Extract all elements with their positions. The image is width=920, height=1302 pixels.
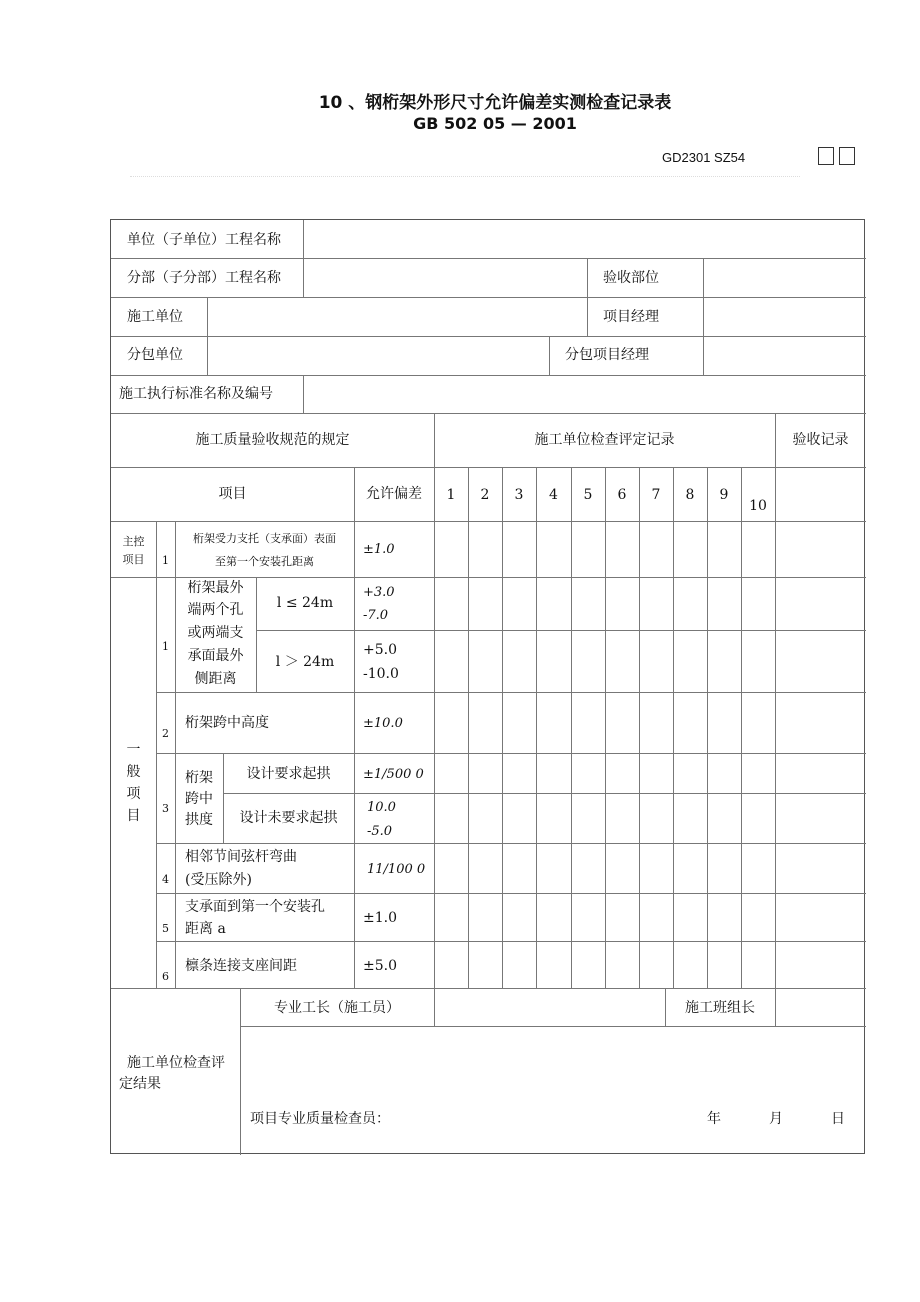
item3-cond-b: 设计未要求起拱 xyxy=(239,810,338,826)
col-number: 1 xyxy=(446,487,456,503)
item1-desc: 承面最外 xyxy=(187,648,244,664)
general-label: 一 xyxy=(126,742,141,758)
item1-cond-b: l ＞ 24m xyxy=(275,654,335,670)
day-label: 日 xyxy=(831,1111,845,1127)
item1-desc: 或两端支 xyxy=(187,625,244,641)
item1-desc: 桁架最外 xyxy=(187,580,244,596)
divider xyxy=(130,176,800,191)
construction-unit-label: 施工单位 xyxy=(127,309,183,325)
inspector-label: 项目专业质量检查员： xyxy=(250,1111,390,1127)
item5-tol: ±1.0 xyxy=(363,910,397,926)
result-label: 定结果 xyxy=(119,1076,161,1092)
acceptance-part-label: 验收部位 xyxy=(603,270,659,286)
spec-header: 施工质量验收规范的规定 xyxy=(195,432,350,448)
col-number: 3 xyxy=(514,487,524,503)
unit-project-label: 单位（子单位）工程名称 xyxy=(127,232,281,248)
col-number: 6 xyxy=(617,487,627,503)
tolerance-header: 允许偏差 xyxy=(366,486,422,502)
main-control-label: 项目 xyxy=(122,553,145,566)
standard-number: GB 502 05 — 2001 xyxy=(413,114,577,133)
subcontract-manager-label: 分包项目经理 xyxy=(565,347,649,363)
year-label: 年 xyxy=(707,1111,721,1127)
item6-tol: ±5.0 xyxy=(363,958,397,974)
item4-desc: (受压除外) xyxy=(185,872,252,888)
item5-desc: 支承面到第一个安装孔 xyxy=(185,899,325,915)
acceptance-record-header: 验收记录 xyxy=(792,432,849,448)
item1-desc: 侧距离 xyxy=(194,671,237,687)
item6-desc: 檩条连接支座间距 xyxy=(185,958,297,974)
page-title: 10 、钢桁架外形尺寸允许偏差实测检查记录表 xyxy=(318,93,672,113)
col-number: 9 xyxy=(719,487,729,503)
item3-tol-b: -5.0 xyxy=(367,824,393,839)
form-code: GD2301 SZ54 xyxy=(662,150,746,165)
row-index: 3 xyxy=(162,802,169,815)
item-header: 项目 xyxy=(218,486,247,502)
standard-name-label: 施工执行标准名称及编号 xyxy=(119,386,273,402)
col-number: 5 xyxy=(583,487,593,503)
item3-desc: 拱度 xyxy=(185,812,213,828)
general-label: 项 xyxy=(126,786,141,802)
row-index: 1 xyxy=(162,554,169,567)
col-number: 4 xyxy=(549,487,558,503)
col-number: 8 xyxy=(685,487,695,503)
item4-desc: 相邻节间弦杆弯曲 xyxy=(185,849,297,865)
row-index: 5 xyxy=(162,922,169,935)
row-index: 4 xyxy=(162,873,169,886)
main-control-desc: 桁架受力支托（支承面）表面 xyxy=(193,532,336,545)
foreman-label: 专业工长（施工员） xyxy=(274,1000,400,1016)
item1-cond-a: l ≤ 24m xyxy=(276,595,334,611)
item3-desc: 跨中 xyxy=(185,791,213,807)
general-label: 目 xyxy=(126,808,141,824)
item1-tol-a: -7.0 xyxy=(363,608,389,623)
main-control-desc: 至第一个安装孔距离 xyxy=(215,555,314,568)
col-number: 10 xyxy=(749,498,767,514)
item3-desc: 桁架 xyxy=(185,770,213,786)
col-number: 2 xyxy=(480,487,490,503)
item1-tol-b: +5.0 xyxy=(363,642,397,658)
sub-project-label: 分部（子分部）工程名称 xyxy=(127,270,281,286)
inspection-table xyxy=(110,219,865,1154)
item1-tol-a: +3.0 xyxy=(363,585,395,600)
checkbox-2[interactable] xyxy=(839,147,855,165)
row-index: 2 xyxy=(162,727,169,740)
row-index: 1 xyxy=(162,640,169,653)
col-number: 7 xyxy=(651,487,661,503)
team-leader-label: 施工班组长 xyxy=(685,1000,755,1016)
project-manager-label: 项目经理 xyxy=(603,309,659,325)
main-control-label: 主控 xyxy=(122,535,145,548)
item1-desc: 端两个孔 xyxy=(187,602,244,618)
main-control-tolerance: ±1.0 xyxy=(363,542,395,557)
item5-desc: 距离 a xyxy=(185,921,226,937)
item1-tol-b: -10.0 xyxy=(363,666,399,682)
result-label: 施工单位检查评 xyxy=(127,1055,225,1071)
check-record-header: 施工单位检查评定记录 xyxy=(534,432,675,448)
row-index: 6 xyxy=(162,970,169,983)
item3-tol-b: 10.0 xyxy=(367,800,396,815)
checkbox-1[interactable] xyxy=(818,147,834,165)
subcontract-unit-label: 分包单位 xyxy=(127,347,183,363)
item3-cond-a: 设计要求起拱 xyxy=(246,766,331,782)
general-label: 般 xyxy=(126,764,141,780)
month-label: 月 xyxy=(769,1111,783,1127)
item4-tol: 11/100 0 xyxy=(367,862,426,877)
item3-tol-a: ±1/500 0 xyxy=(363,767,424,782)
item2-tol: ±10.0 xyxy=(363,716,403,731)
item2-desc: 桁架跨中高度 xyxy=(185,715,269,731)
